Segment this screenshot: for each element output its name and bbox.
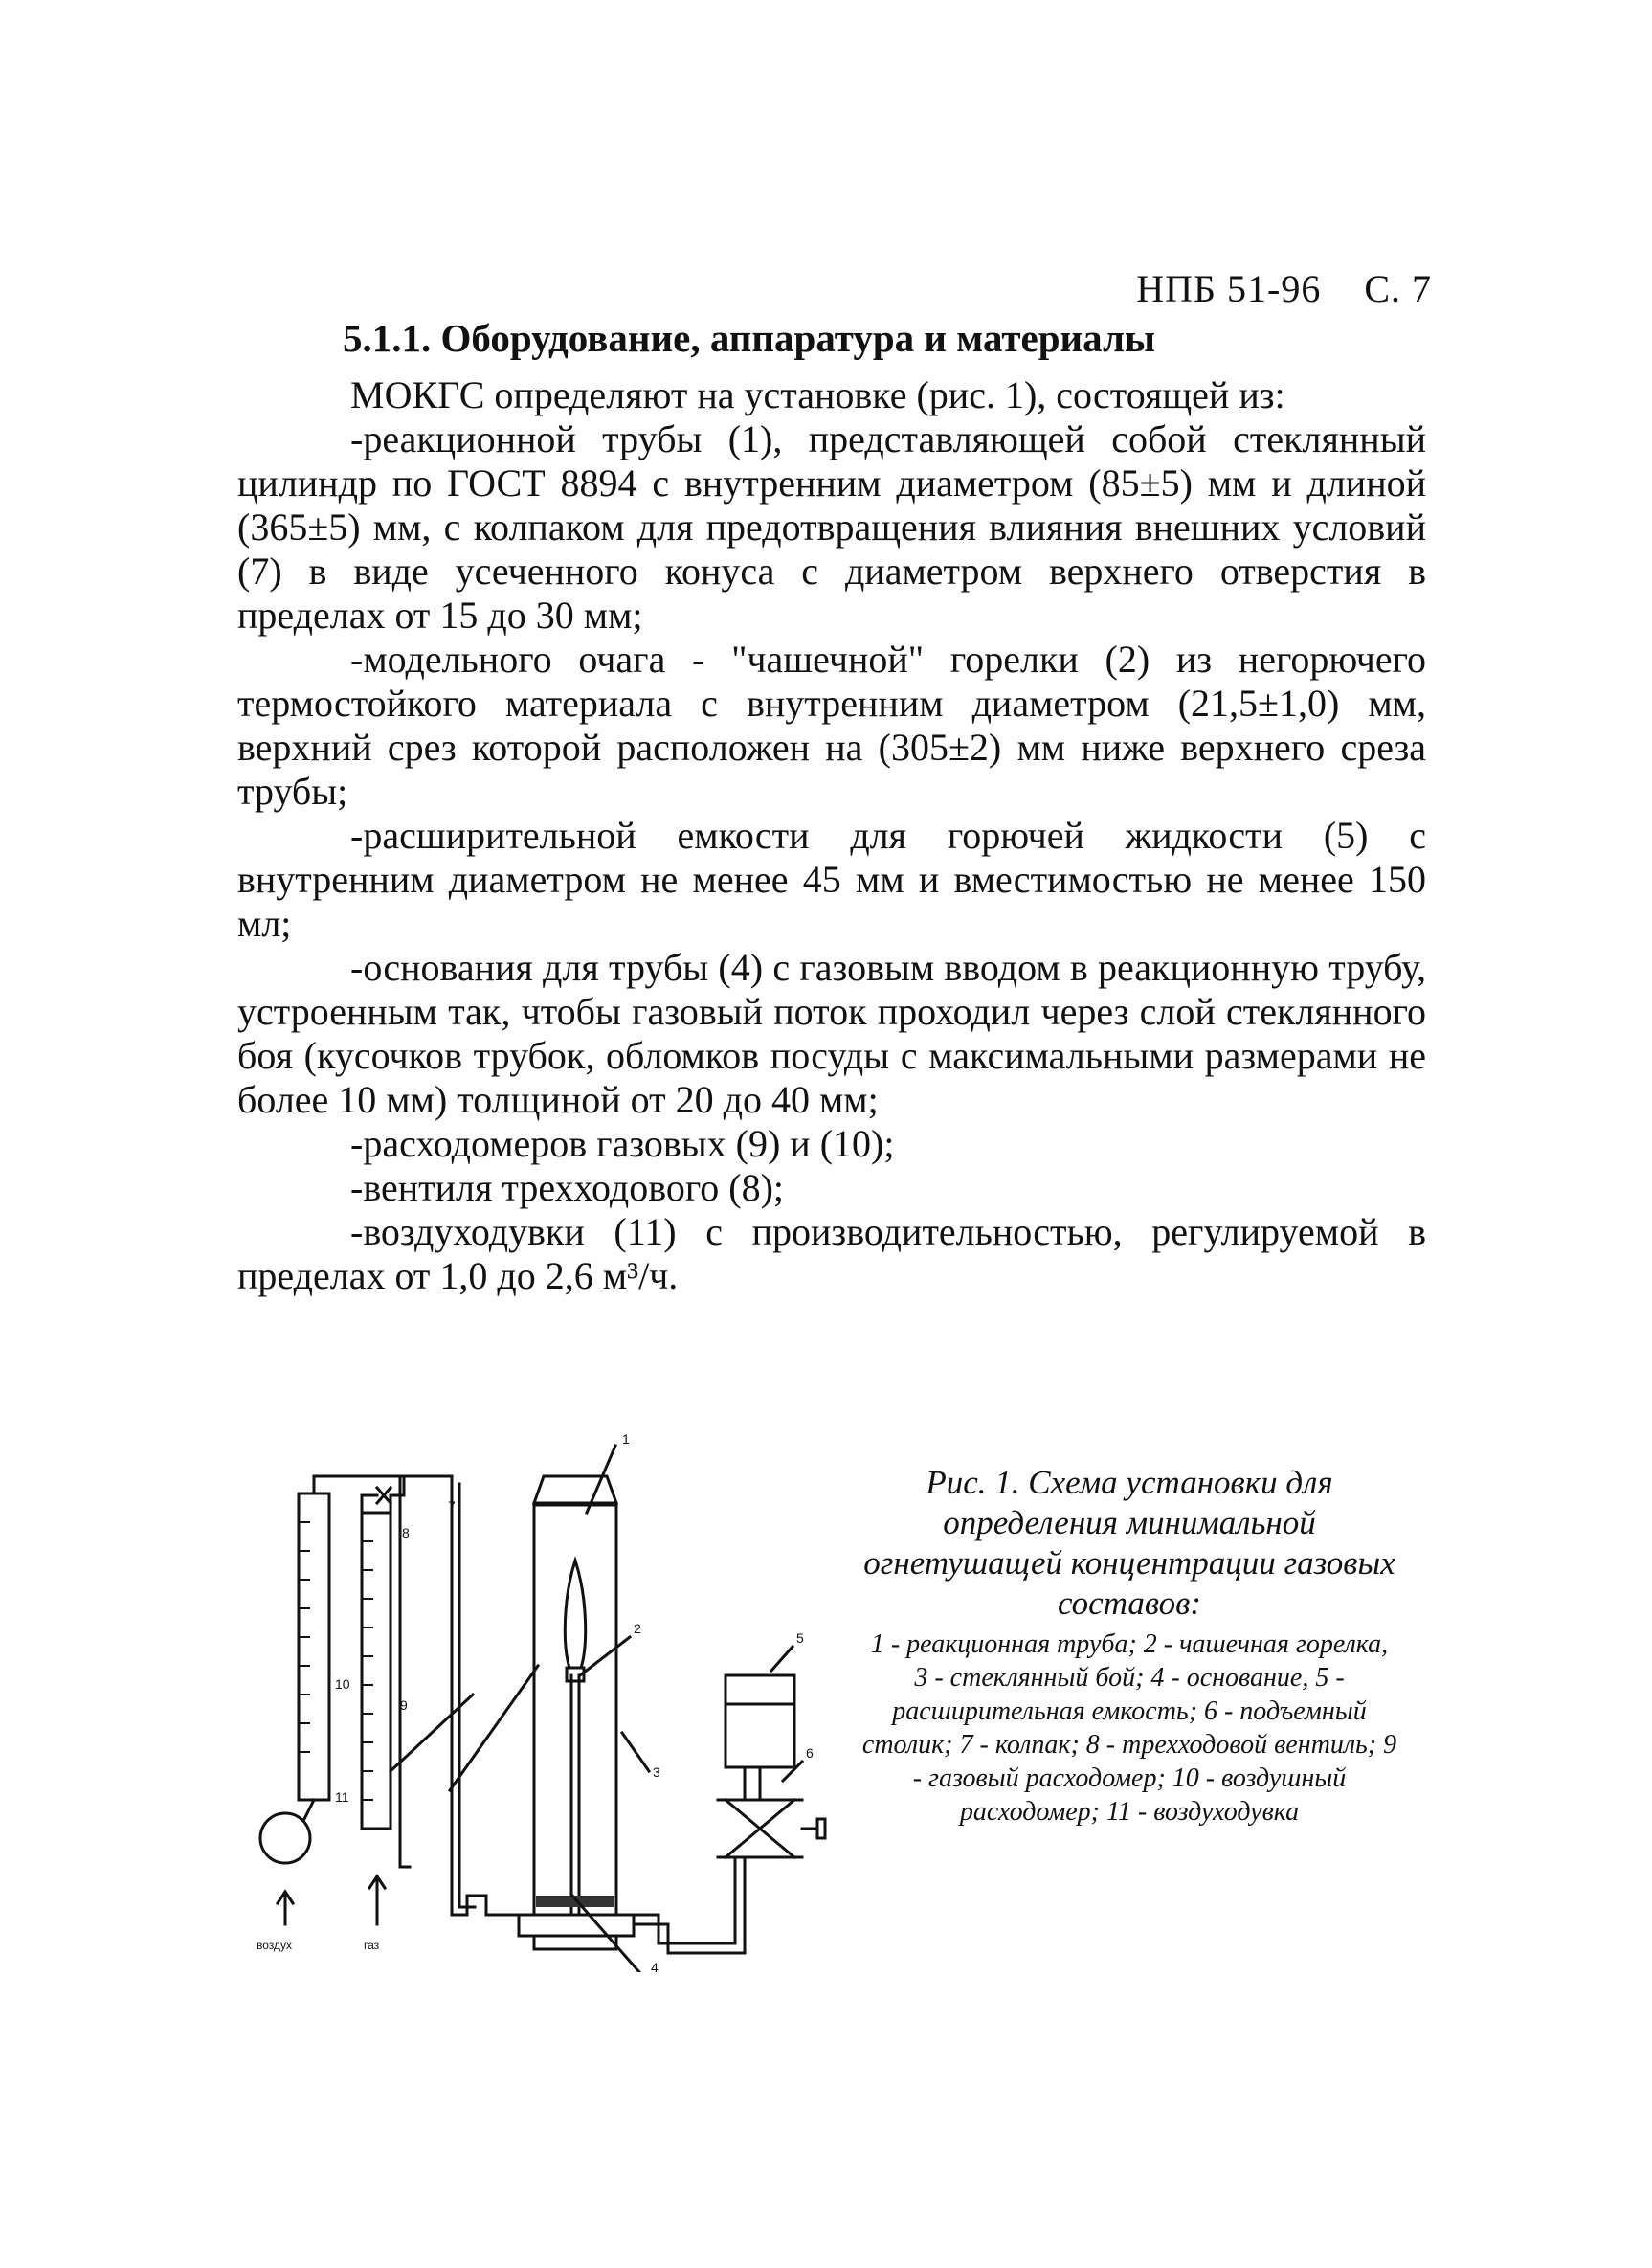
- tube-base: [519, 1915, 634, 1936]
- gas-flowmeter: [362, 1513, 391, 1829]
- paragraph-flow-meters: -расходомеров газовых (9) и (10);: [350, 1122, 895, 1165]
- section-heading: 5.1.1. Оборудование, аппаратура и материалы: [343, 316, 1156, 360]
- paragraph-reaction-tube: -реакционной трубы (1), представляющей собой стеклянный цилиндр по ГОСТ 8894 с внутренним диаметром (85±5) мм и длиной (365±5) мм, с колпаком для предотвращения влияния внешних условий (7) в виде усеченного конуса с диаметром верхнего отверстия в пределах от 15 до 30 мм;: [237, 417, 1426, 637]
- label-air: воздух: [257, 1939, 293, 1952]
- main-text: [237, 316, 1426, 1298]
- paragraph-blower: -воздуходувки (11) с производительностью, регулируемой в пределах от 1,0 до 2,6 м³/ч.: [237, 1210, 1426, 1297]
- paragraph-expansion-tank: -расширительной емкости для горючей жидкости (5) с внутренним диаметром не менее 45 мм и вместимостью не менее 150 мл;: [237, 814, 1426, 945]
- lift-table: [718, 1800, 802, 1857]
- gas-inlet-arrow: [369, 1876, 385, 1924]
- label-2: 2: [634, 1621, 641, 1636]
- installation-diagram: [247, 1417, 859, 1972]
- figure-caption-title: Рис. 1. Схема установки для определения минимальной огнетушащей концентрации газовых составов:: [863, 1464, 1395, 1622]
- label-10: 10: [335, 1676, 350, 1692]
- running-header: [1136, 266, 1432, 311]
- label-11: 11: [335, 1789, 349, 1805]
- cap: [534, 1476, 616, 1503]
- air-flowmeter: [299, 1493, 329, 1800]
- doc-number: НПБ 51-96: [1136, 267, 1322, 310]
- expansion-tank: [726, 1675, 794, 1767]
- label-5: 5: [796, 1630, 804, 1646]
- paragraph-intro: МОКГС определяют на установке (рис. 1), состоящей из:: [350, 373, 1285, 416]
- label-gas: газ: [364, 1939, 380, 1952]
- label-1: 1: [622, 1431, 630, 1447]
- label-6: 6: [806, 1745, 814, 1761]
- label-3: 3: [653, 1764, 660, 1780]
- flame: [565, 1561, 585, 1668]
- page-number: С. 7: [1364, 267, 1432, 310]
- figure-caption: [861, 1463, 1397, 1829]
- label-9: 9: [400, 1697, 408, 1713]
- paragraph-three-way-valve: -вентиля трехходового (8);: [350, 1166, 785, 1209]
- blower: [260, 1813, 310, 1863]
- figure-caption-legend: 1 - реакционная труба; 2 - чашечная горелка, 3 - стеклянный бой; 4 - основание, 5 - расширительная емкость; 6 - подъемный столик; 7 - колпак; 8 - трехходовой вентиль; 9 - газовый расходомер; 10 - воздушный расходомер; 11 - воздуходувка: [861, 1629, 1397, 1827]
- air-inlet-arrow: [278, 1892, 293, 1924]
- paragraph-tube-base: -основания для трубы (4) с газовым вводом в реакционную трубу, устроенным так, чтобы газовый поток проходил через слой стеклянного боя (кусочков трубок, обломков посуды с максимальными размерами не более 10 мм) толщиной от 20 до 40 мм;: [237, 946, 1426, 1121]
- three-way-valve: [377, 1488, 391, 1503]
- label-4: 4: [651, 1960, 659, 1972]
- paragraph-burner: -модельного очага - "чашечной" горелки (2) из негорючего термостойкого материала с внутренним диаметром (21,5±1,0) мм, верхний срез которой расположен на (305±2) мм ниже верхнего среза трубы;: [237, 638, 1426, 813]
- label-8: 8: [402, 1525, 410, 1540]
- label-7: 7: [448, 1498, 456, 1514]
